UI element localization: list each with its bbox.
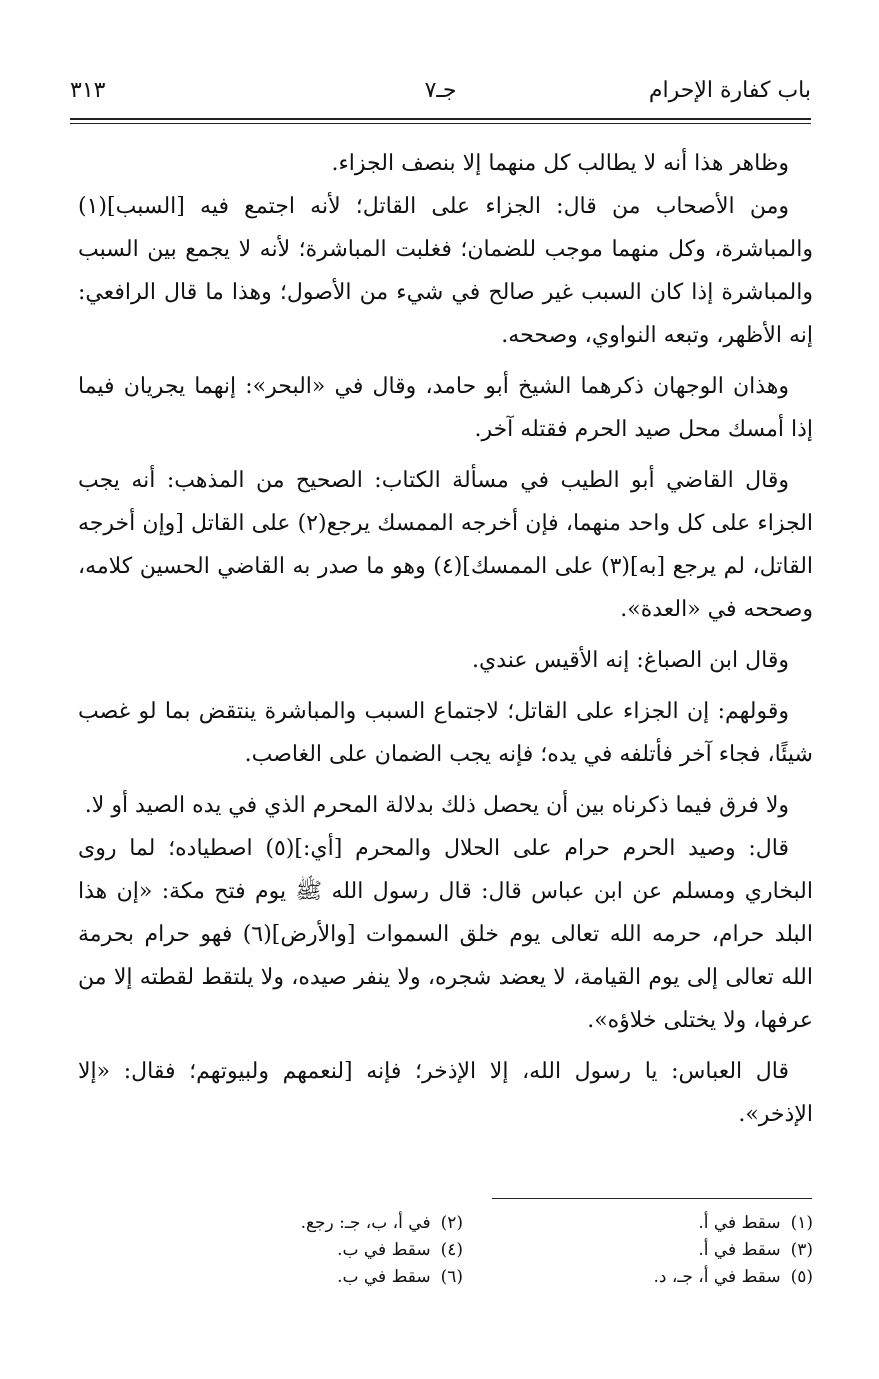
paragraph: وهذان الوجهان ذكرهما الشيخ أبو حامد، وقال في «البحر»: إنهما يجريان فيما إذا أمسك محل صيد الحرم فقتله آخر. — [78, 374, 813, 442]
paragraph: ومن الأصحاب من قال: الجزاء على القاتل؛ لأنه اجتمع فيه [السبب](١) والمباشرة، وكل منهما موجب للضمان؛ فغلبت المباشرة؛ لأنه لا يجمع بين السبب والمباشرة إذا كان السبب غير صالح في شيء من الأصول؛ وهذا ما قال الرافعي: إنه الأظهر، وتبعه النواوي، وصححه. — [78, 194, 813, 348]
footnote: (٤)سقط في ب. — [337, 1240, 463, 1260]
paragraph: ولا فرق فيما ذكرناه بين أن يحصل ذلك بدلالة المحرم الذي في يده الصيد أو لا. — [84, 793, 789, 818]
footnote: (٣)سقط في أ. — [698, 1240, 813, 1260]
chapter-title: باب كفارة الإحرام — [648, 78, 811, 103]
paragraph: وقال ابن الصباغ: إنه الأقيس عندي. — [472, 648, 789, 673]
header-rule-thin — [70, 123, 811, 124]
paragraph: وظاهر هذا أنه لا يطالب كل منهما إلا بنصف الجزاء. — [331, 151, 789, 176]
footnote-rule — [492, 1198, 812, 1199]
volume-label: جـ٧ — [424, 78, 457, 103]
paragraph: وقال القاضي أبو الطيب في مسألة الكتاب: الصحيح من المذهب: أنه يجب الجزاء على كل واحد منهما، فإن أخرجه الممسك يرجع(٢) على القاتل [وإن أخرجه القاتل، لم يرجع [به](٣) على الممسك](٤) وهو ما صدر به القاضي الحسين كلامه، وصححه في «العدة». — [78, 468, 814, 622]
footnotes — [133, 1210, 813, 1291]
main-text — [78, 142, 813, 1144]
paragraph: قال العباس: يا رسول الله، إلا الإذخر؛ فإنه [لنعمهم ولبيوتهم؛ فقال: «إلا الإذخر». — [78, 1059, 813, 1127]
page-number: ٣١٣ — [70, 78, 106, 103]
paragraph: قال: وصيد الحرم حرام على الحلال والمحرم [أي:](٥) اصطياده؛ لما روى البخاري ومسلم عن ابن عباس قال: قال رسول الله ﷺ يوم فتح مكة: «إن هذا البلد حرام، حرمه الله تعالى يوم خلق السموات [والأرض](٦) فهو حرام بحرمة الله تعالى إلى يوم القيامة، لا يعضد شجره، ولا ينفر صيده، ولا يلتقط لقطته إلا من عرفها، ولا يختلى خلاؤه». — [78, 836, 814, 1033]
paragraph: وقولهم: إن الجزاء على القاتل؛ لاجتماع السبب والمباشرة ينتقض بما لو غصب شيئًا، فجاء آخر فأتلفه في يده؛ فإنه يجب الضمان على الغاصب. — [78, 699, 813, 767]
footnote: (١)سقط في أ. — [698, 1213, 813, 1233]
footnote: (٥)سقط في أ، جـ، د. — [653, 1267, 813, 1287]
footnote: (٦)سقط في ب. — [337, 1267, 463, 1287]
footnote: (٢)في أ، ب، جـ: رجع. — [300, 1213, 463, 1233]
header-rule — [70, 118, 811, 120]
running-header — [70, 78, 811, 114]
